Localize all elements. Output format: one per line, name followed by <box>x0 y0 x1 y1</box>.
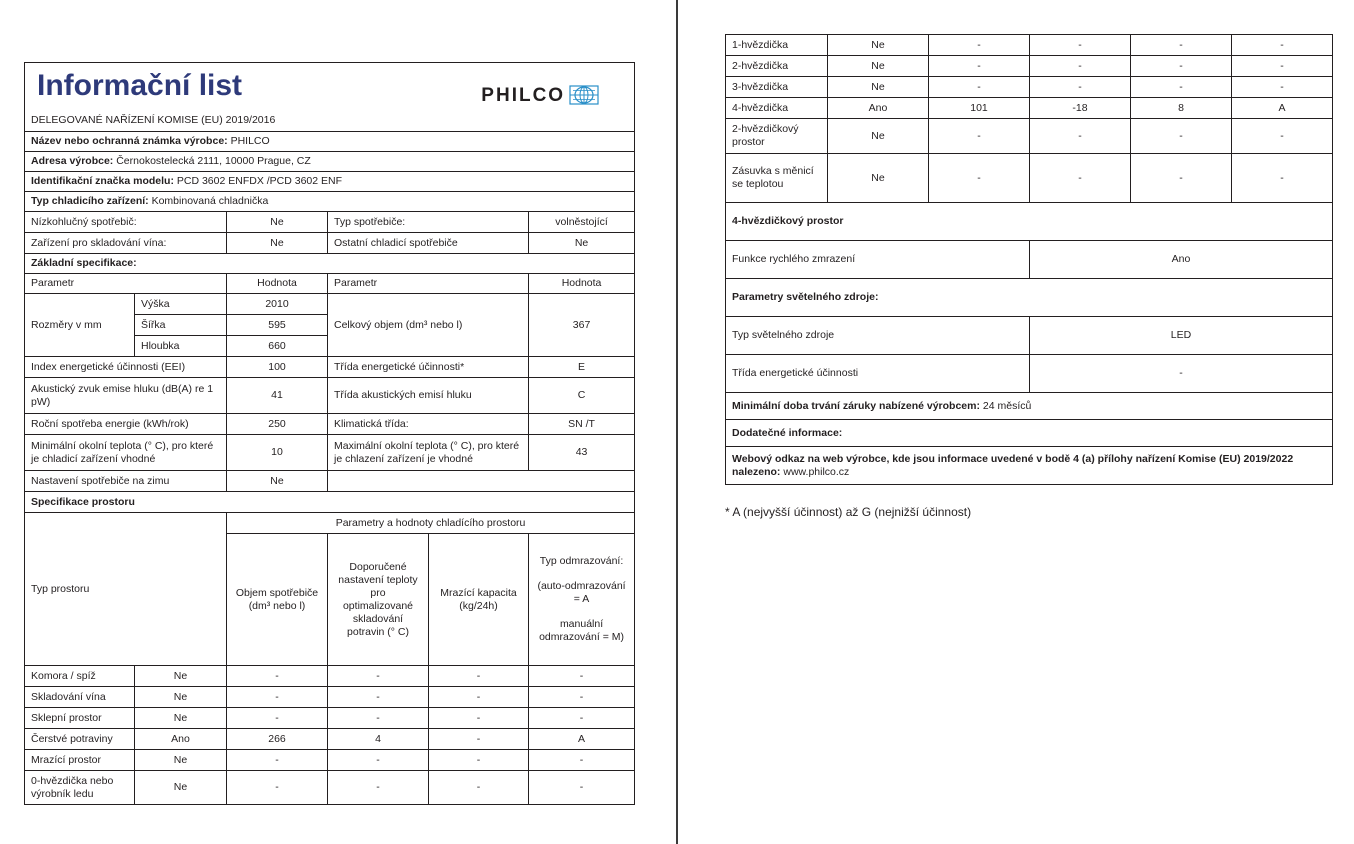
compartment-temperature: 4 <box>328 729 429 750</box>
compartment-defrost: - <box>529 666 635 687</box>
compartment-volume: - <box>929 56 1030 77</box>
compartment-present: Ne <box>828 56 929 77</box>
basic-spec-heading: Základní specifikace: <box>25 254 635 274</box>
compartment-defrost: - <box>529 750 635 771</box>
compartment-present: Ne <box>828 119 929 154</box>
info-sheet-right-table <box>725 34 1333 485</box>
compartment-name: Skladování vína <box>25 687 135 708</box>
compartment-name: 2-hvězdičkový prostor <box>726 119 828 154</box>
supplier-row <box>25 132 635 152</box>
page-divider <box>676 0 678 844</box>
address-label: Adresa výrobce: <box>31 155 114 167</box>
col-header-freeze-capacity: Mrazící kapacita (kg/24h) <box>429 534 529 666</box>
compartment-temperature: - <box>328 771 429 805</box>
type-row <box>25 192 635 212</box>
compartment-freeze-capacity: - <box>1131 77 1232 98</box>
light-class-label: Třída energetické účinnosti <box>726 355 1030 393</box>
compartment-temperature: - <box>328 750 429 771</box>
compartment-freeze-capacity: - <box>429 750 529 771</box>
dimension-name: Šířka <box>135 315 227 336</box>
model-label: Identifikační značka modelu: <box>31 175 174 187</box>
spec-value: 100 <box>227 357 328 378</box>
compartment-defrost: A <box>1232 98 1333 119</box>
winter-value: Ne <box>227 471 328 492</box>
light-type-value: LED <box>1030 317 1333 355</box>
spec-label: Klimatická třída: <box>328 414 529 435</box>
flag-label: Zařízení pro skladování vína: <box>25 233 227 254</box>
spec-label: Roční spotřeba energie (kWh/rok) <box>25 414 227 435</box>
address-value: Černokostelecká 2111, 10000 Prague, CZ <box>116 155 311 167</box>
manufacturer-link[interactable]: www.philco.cz <box>783 465 850 478</box>
compartment-name: Komora / spíž <box>25 666 135 687</box>
supplier-label: Název nebo ochranná známka výrobce: <box>31 135 228 147</box>
col-header-param: Parametr <box>328 274 529 294</box>
spec-label: Akustický zvuk emise hluku (dB(A) re 1 pW) <box>25 378 227 414</box>
compartment-volume: - <box>929 154 1030 203</box>
compartment-present: Ano <box>828 98 929 119</box>
compartment-params-header: Parametry a hodnoty chladícího prostoru <box>227 513 635 534</box>
spec-label: Index energetické účinnosti (EEI) <box>25 357 227 378</box>
spec-label: Třída energetické účinnosti* <box>328 357 529 378</box>
spec-value: C <box>529 378 635 414</box>
compartment-defrost: - <box>529 708 635 729</box>
spec-value: SN /T <box>529 414 635 435</box>
spec-value: 43 <box>529 435 635 471</box>
compartment-volume: - <box>227 750 328 771</box>
warranty-value: 24 měsíců <box>982 399 1032 412</box>
compartment-type-header: Typ prostoru <box>25 513 227 666</box>
compartment-temperature: -18 <box>1030 98 1131 119</box>
brand-logo <box>481 85 599 105</box>
compartment-defrost: - <box>1232 154 1333 203</box>
flag-label: Typ spotřebiče: <box>328 212 529 233</box>
compartment-temperature: - <box>328 666 429 687</box>
compartment-defrost: - <box>529 771 635 805</box>
compartment-name: 0-hvězdička nebo výrobník ledu <box>25 771 135 805</box>
compartment-name: Čerstvé potraviny <box>25 729 135 750</box>
col-header-volume: Objem spotřebiče (dm³ nebo l) <box>227 534 328 666</box>
flag-value: Ne <box>227 212 328 233</box>
compartment-volume: - <box>227 666 328 687</box>
additional-info-row <box>726 447 1333 485</box>
volume-label: Celkový objem (dm³ nebo l) <box>328 294 529 357</box>
light-source-heading: Parametry světelného zdroje: <box>726 279 1333 317</box>
compartment-present: Ne <box>828 154 929 203</box>
brand-logo-text: PHILCO <box>481 84 566 106</box>
compartment-defrost: - <box>1232 35 1333 56</box>
compartment-spec-heading: Specifikace prostoru <box>25 492 635 513</box>
compartment-volume: 101 <box>929 98 1030 119</box>
manufacturer-link-label: Webový odkaz na web výrobce, kde jsou informace uvedené v bodě 4 (a) přílohy nařízení Komise (EU) 2019/2022 nalezeno: <box>732 452 1294 478</box>
dimension-name: Výška <box>135 294 227 315</box>
flag-value: Ne <box>227 233 328 254</box>
flag-label: Ostatní chladicí spotřebiče <box>328 233 529 254</box>
model-value: PCD 3602 ENFDX /PCD 3602 ENF <box>176 175 343 187</box>
col-header-value: Hodnota <box>227 274 328 294</box>
dimension-value: 660 <box>227 336 328 357</box>
quick-freeze-value: Ano <box>1030 241 1333 279</box>
compartment-freeze-capacity: - <box>429 666 529 687</box>
type-value: Kombinovaná chladnička <box>151 195 269 207</box>
warranty-row <box>726 393 1333 420</box>
supplier-value: PHILCO <box>230 135 270 147</box>
compartment-temperature: - <box>1030 154 1131 203</box>
spec-value: 41 <box>227 378 328 414</box>
compartment-defrost: - <box>1232 56 1333 77</box>
compartment-temperature: - <box>328 708 429 729</box>
winter-label: Nastavení spotřebiče na zimu <box>25 471 227 492</box>
info-sheet-left-table <box>24 62 635 805</box>
compartment-name: 2-hvězdička <box>726 56 828 77</box>
spec-value: 250 <box>227 414 328 435</box>
compartment-present: Ne <box>828 35 929 56</box>
compartment-freeze-capacity: - <box>429 687 529 708</box>
spec-value: 10 <box>227 435 328 471</box>
compartment-present: Ne <box>135 750 227 771</box>
compartment-defrost: A <box>529 729 635 750</box>
spec-label: Minimální okolní teplota (° C), pro které je chladicí zařízení vhodné <box>25 435 227 471</box>
volume-value: 367 <box>529 294 635 357</box>
light-type-label: Typ světelného zdroje <box>726 317 1030 355</box>
compartment-defrost: - <box>529 687 635 708</box>
compartment-name: 1-hvězdička <box>726 35 828 56</box>
spec-label: Třída akustických emisí hluku <box>328 378 529 414</box>
compartment-temperature: - <box>328 687 429 708</box>
dimensions-label: Rozměry v mm <box>25 294 135 357</box>
col-header-value: Hodnota <box>529 274 635 294</box>
compartment-name: 3-hvězdička <box>726 77 828 98</box>
defrost-auto: (auto-odmrazování = A <box>537 580 626 605</box>
efficiency-footnote: * A (nejvyšší účinnost) až G (nejnižší účinnost) <box>725 505 972 519</box>
compartment-freeze-capacity: - <box>1131 35 1232 56</box>
compartment-volume: - <box>929 119 1030 154</box>
compartment-temperature: - <box>1030 56 1131 77</box>
flag-value: volněstojící <box>529 212 635 233</box>
model-row <box>25 172 635 192</box>
col-header-temperature: Doporučené nastavení teploty pro optimalizované skladování potravin (° C) <box>328 534 429 666</box>
compartment-present: Ne <box>828 77 929 98</box>
compartment-name: Mrazící prostor <box>25 750 135 771</box>
compartment-name: Sklepní prostor <box>25 708 135 729</box>
compartment-defrost: - <box>1232 119 1333 154</box>
compartment-freeze-capacity: - <box>429 771 529 805</box>
compartment-freeze-capacity: - <box>429 708 529 729</box>
compartment-volume: - <box>929 77 1030 98</box>
compartment-temperature: - <box>1030 77 1131 98</box>
col-header-param: Parametr <box>25 274 227 294</box>
compartment-freeze-capacity: - <box>429 729 529 750</box>
flag-value: Ne <box>529 233 635 254</box>
dimension-value: 2010 <box>227 294 328 315</box>
address-row <box>25 152 635 172</box>
defrost-manual: manuální odmrazování = M) <box>539 618 624 643</box>
additional-info-heading: Dodatečné informace: <box>726 420 1333 447</box>
compartment-present: Ne <box>135 771 227 805</box>
spec-value: E <box>529 357 635 378</box>
light-class-value: - <box>1030 355 1333 393</box>
compartment-temperature: - <box>1030 119 1131 154</box>
compartment-freeze-capacity: - <box>1131 154 1232 203</box>
compartment-freeze-capacity: - <box>1131 119 1232 154</box>
compartment-volume: - <box>227 687 328 708</box>
globe-icon <box>569 85 599 105</box>
compartment-freeze-capacity: 8 <box>1131 98 1232 119</box>
compartment-present: Ne <box>135 687 227 708</box>
compartment-present: Ne <box>135 708 227 729</box>
compartment-present: Ano <box>135 729 227 750</box>
spec-label: Maximální okolní teplota (° C), pro které je chlazení zařízení je vhodné <box>328 435 529 471</box>
compartment-volume: - <box>929 35 1030 56</box>
compartment-name: 4-hvězdička <box>726 98 828 119</box>
flag-label: Nízkohlučný spotřebič: <box>25 212 227 233</box>
compartment-defrost: - <box>1232 77 1333 98</box>
page-title: Informační list <box>37 69 243 102</box>
compartment-volume: - <box>227 708 328 729</box>
warranty-label: Minimální doba trvání záruky nabízené výrobcem: <box>732 399 980 412</box>
compartment-present: Ne <box>135 666 227 687</box>
compartment-volume: 266 <box>227 729 328 750</box>
compartment-volume: - <box>227 771 328 805</box>
type-label: Typ chladicího zařízení: <box>31 195 149 207</box>
dimension-name: Hloubka <box>135 336 227 357</box>
defrost-title: Typ odmrazování: <box>539 555 624 567</box>
four-star-heading: 4-hvězdičkový prostor <box>726 203 1333 241</box>
quick-freeze-label: Funkce rychlého zmrazení <box>726 241 1030 279</box>
compartment-name: Zásuvka s měnicí se teplotou <box>726 154 828 203</box>
col-header-defrost <box>529 534 635 666</box>
dimension-value: 595 <box>227 315 328 336</box>
compartment-temperature: - <box>1030 35 1131 56</box>
regulation-line: DELEGOVANÉ NAŘÍZENÍ KOMISE (EU) 2019/2016 <box>25 109 635 132</box>
compartment-freeze-capacity: - <box>1131 56 1232 77</box>
empty-cell <box>328 471 635 492</box>
header-cell <box>25 63 635 110</box>
